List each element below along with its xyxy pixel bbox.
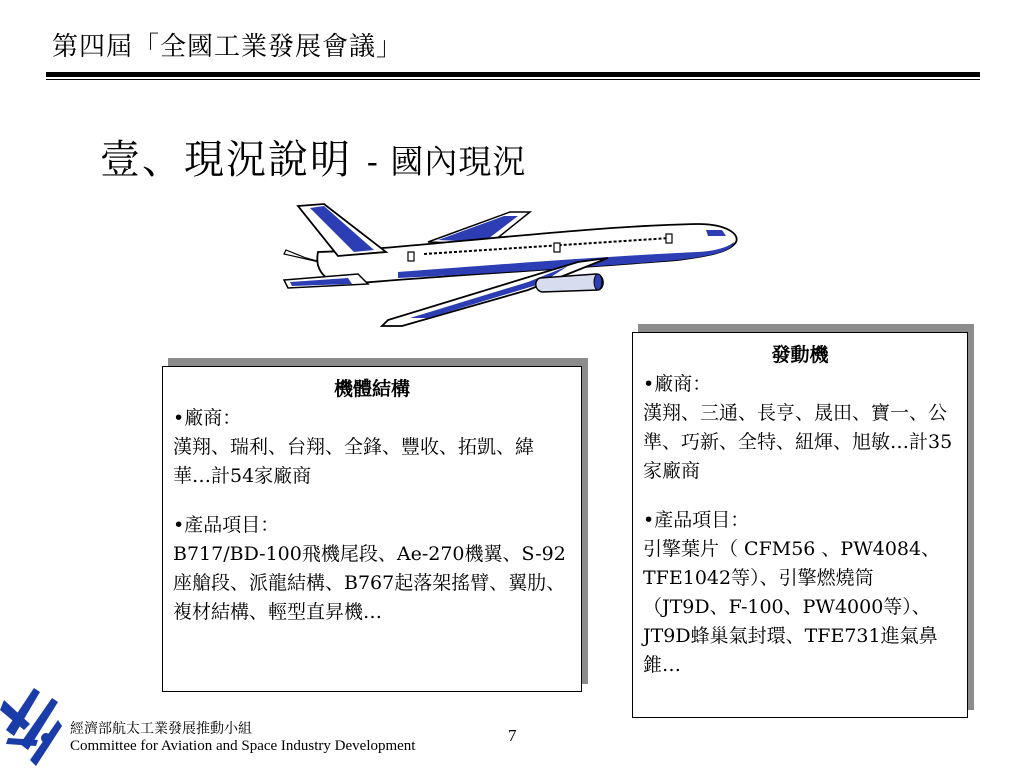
engine-products-label: •產品項目： bbox=[643, 509, 750, 531]
footer-org-en: Committee for Aviation and Space Industry Development bbox=[70, 738, 416, 754]
airframe-products-label: •產品項目： bbox=[173, 514, 280, 536]
airplane-icon bbox=[278, 192, 748, 332]
header-title: 第四屆「全國工業發展會議」 bbox=[52, 32, 404, 62]
footer-org-cn: 經濟部航太工業發展推動小組 bbox=[70, 721, 252, 737]
slide-title-main: 壹、現況說明 bbox=[100, 137, 352, 183]
engine-heading: 發動機 bbox=[771, 344, 829, 366]
airframe-manufacturers: 漢翔、瑞利、台翔、全鋒、豐收、拓凱、緯華…計54家廠商 bbox=[173, 436, 535, 487]
page-number: 7 bbox=[508, 726, 517, 745]
engine-products: 引擎葉片（ CFM56 、PW4084、TFE1042等）、引擎燃燒筒（JT9D、F-100、PW4000等）、JT9D蜂巢氣封環、TFE731進氣鼻錐… bbox=[643, 538, 941, 676]
header-rule-thin bbox=[46, 79, 980, 80]
slide-title bbox=[100, 128, 526, 185]
engine-manufacturers-label: •廠商： bbox=[643, 373, 712, 395]
airframe-heading: 機體結構 bbox=[333, 378, 410, 400]
header-rule-thick bbox=[46, 72, 980, 77]
airframe-manufacturers-label: •廠商： bbox=[173, 407, 242, 429]
engine-manufacturers: 漢翔、三通、長亨、晟田、寶一、公準、巧新、全特、紐煇、旭敏…計35家廠商 bbox=[643, 402, 953, 482]
committee-logo-icon bbox=[0, 680, 64, 766]
engine-box bbox=[632, 332, 968, 718]
slide-title-sub: - 國內現況 bbox=[366, 142, 527, 181]
airframe-box bbox=[162, 366, 582, 692]
airframe-products: B717/BD-100飛機尾段、Ae-270機翼、S-92座艙段、派龍結構、B767起落架搖臂、翼肋、複材結構、輕型直昇機… bbox=[173, 543, 566, 623]
